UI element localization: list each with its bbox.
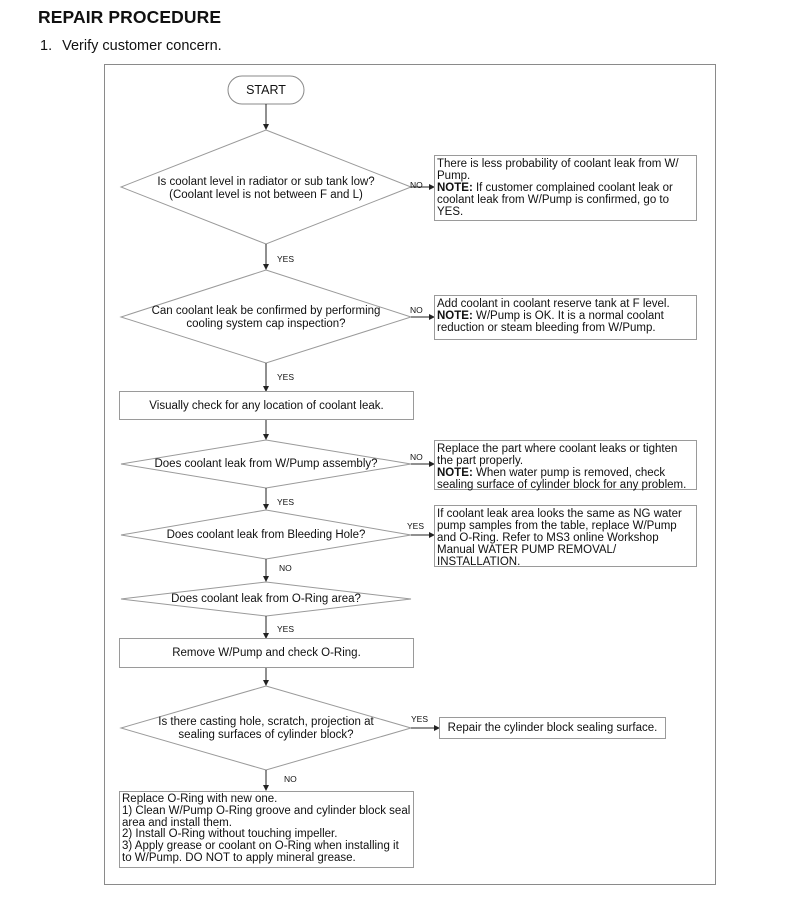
note-box-4: [434, 505, 697, 567]
decision-q6-line2: sealing surfaces of cylinder block?: [178, 728, 354, 741]
q3-no-label: NO: [410, 452, 423, 462]
decision-q2-line1: Can coolant leak be confirmed by performing: [151, 305, 381, 317]
q6-yes-label: YES: [411, 714, 429, 724]
final-line3: 2) Install O-Ring without touching impeller.: [122, 828, 338, 841]
note2-note-text: W/Pump is OK. It is a normal coolant reduction or steam bleeding from W/Pump.: [437, 310, 664, 334]
note-box-3: [434, 440, 697, 490]
note2-label: NOTE:: [437, 310, 473, 322]
action-box-3: Repair the cylinder block sealing surface.: [439, 717, 666, 739]
decision-q1-text: [130, 176, 402, 201]
decision-q3-text: Does coolant leak from W/Pump assembly?: [154, 458, 378, 470]
q5-yes-label: YES: [277, 624, 295, 634]
q3-yes-label: YES: [277, 497, 295, 507]
note2-text: Add coolant in coolant reserve tank at F level.: [437, 298, 670, 310]
decision-q4-text: Does coolant leak from Bleeding Hole?: [166, 529, 366, 541]
decision-q1-line1: Is coolant level in radiator or sub tank low?: [157, 176, 375, 188]
q1-yes-label: YES: [277, 254, 295, 264]
q2-yes-label: YES: [277, 372, 295, 382]
final-line2: 1) Clean W/Pump O-Ring groove and cylinder block seal area and install them.: [122, 804, 411, 829]
decision-q2-line2: cooling system cap inspection?: [186, 317, 346, 330]
decision-q6-line1: Is there casting hole, scratch, projection at: [158, 716, 374, 728]
note3-text: Replace the part where coolant leaks or tighten the part properly.: [437, 443, 678, 467]
note-box-2: [434, 295, 697, 340]
start-label: START: [246, 82, 286, 97]
decision-q1-line2: (Coolant level is not between F and L): [169, 188, 363, 201]
note-box-1: [434, 155, 697, 221]
note1-note-text: If customer complained coolant leak or coolant leak from W/Pump is confirmed, go to YES.: [437, 182, 673, 218]
action-box-1: Visually check for any location of coolant leak.: [119, 391, 414, 420]
decision-q2-text: [130, 305, 402, 330]
q4-yes-label: YES: [407, 521, 425, 531]
page-title: REPAIR PROCEDURE: [38, 7, 222, 27]
note1-text: There is less probability of coolant leak from W/ Pump.: [437, 158, 679, 182]
final-action-box: [119, 791, 414, 868]
decision-q5-text: Does coolant leak from O-Ring area?: [171, 593, 361, 605]
q1-no-label: NO: [410, 180, 423, 190]
final-line4: 3) Apply grease or coolant on O-Ring when installing it to W/Pump. DO NOT to apply mineral grease.: [122, 840, 399, 864]
decision-q6-text: [130, 716, 402, 741]
note3-note-text: When water pump is removed, check sealing surface of cylinder block for any problem.: [437, 467, 687, 491]
action-box-2: Remove W/Pump and check O-Ring.: [119, 638, 414, 668]
q6-no-label: NO: [284, 774, 297, 784]
note1-label: NOTE:: [437, 182, 473, 194]
q2-no-label: NO: [410, 305, 423, 315]
q4-no-label: NO: [279, 563, 292, 573]
final-line1: Replace O-Ring with new one.: [122, 793, 278, 805]
note3-label: NOTE:: [437, 467, 473, 479]
note4-text: If coolant leak area looks the same as NG water pump samples from the table, replace W/Pump and O-Ring. Refer to MS3 online Workshop Manual WATER PUMP REMOVAL/ INSTALLATION.: [437, 508, 682, 568]
step-text: Verify customer concern.: [62, 38, 222, 54]
step-number: 1.: [40, 38, 53, 54]
